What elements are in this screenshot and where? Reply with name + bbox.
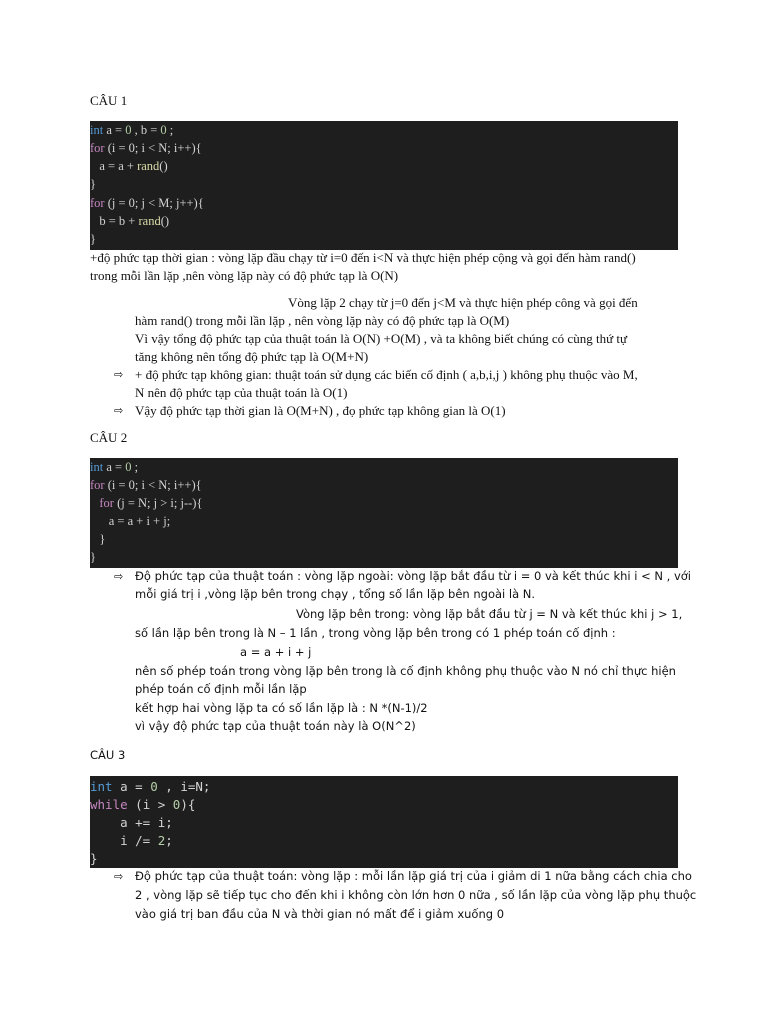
q2-bullet-line: vì vậy độ phức tạp của thuật toán này là O(N^2)	[135, 719, 416, 733]
code-line: a = a + i + j;	[90, 514, 171, 528]
q2-bullet-line: a = a + i + j	[240, 645, 312, 659]
code-line: for (j = 0; j < M; j++){	[90, 196, 204, 210]
q1-bullet-line: + độ phức tạp không gian: thuật toán sử dụng các biến cố định ( a,b,i,j ) không phụ thuộc vào M,	[135, 367, 638, 382]
arrow-bullet-icon: ⇨	[114, 570, 124, 583]
q1-paragraph-line: tăng không nên tổng độ phức tạp là O(M+N)	[135, 349, 369, 364]
code-line: for (j = N; j > i; j--){	[99, 496, 203, 510]
q2-title: CÂU 2	[90, 430, 128, 445]
code-line: a = a + rand()	[90, 159, 168, 173]
code-line: b = b + rand()	[90, 214, 170, 228]
q1-bullet-line: N nên độ phức tạp của thuật toán là O(1)	[135, 385, 348, 400]
q2-bullet-line: mỗi giá trị i ,vòng lặp bên trong chạy , tổng số lần lặp bên ngoài là N.	[135, 587, 536, 601]
q3-bullet-line: 2 , vòng lặp sẽ tiếp tục cho đến khi i không còn lớn hơn 0 nữa , số lần lặp của vòng lặp phụ thuộc	[135, 888, 697, 902]
q2-bullet-line: số lần lặp bên trong là N – 1 lần , trong vòng lặp bên trong có 1 phép toán cố định :	[135, 626, 616, 640]
arrow-bullet-icon: ⇨	[114, 870, 124, 883]
code-line: a += i;	[90, 815, 173, 830]
code-line: int a = 0 ;	[90, 460, 139, 474]
q3-bullet-line: Độ phức tạp của thuật toán: vòng lặp : mỗi lần lặp giá trị của i giảm di 1 nữa bằng cách chia cho	[135, 869, 692, 883]
q2-bullet-line: phép toán cố định mỗi lần lặp	[135, 682, 307, 696]
code-line: while (i > 0){	[90, 797, 196, 812]
q3-code-block	[90, 776, 678, 868]
code-line: int a = 0 , b = 0 ;	[90, 123, 174, 137]
q1-paragraph-line: Vòng lặp 2 chạy từ j=0 đến j<M và thực hiện phép công và gọi đến	[288, 295, 638, 310]
q1-code-block	[90, 121, 678, 250]
arrow-bullet-icon: ⇨	[114, 404, 124, 417]
code-line: int a = 0 , i=N;	[90, 779, 211, 794]
q2-bullet-line: nên số phép toán trong vòng lặp bên trong là cố định không phụ thuộc vào N nó chỉ thực hiện	[135, 664, 676, 678]
q1-paragraph-line: +độ phức tạp thời gian : vòng lặp đầu chạy từ i=0 đến i<N và thực hiện phép cộng và gọi đến hàm rand()	[90, 250, 636, 265]
arrow-bullet-icon: ⇨	[114, 368, 124, 381]
code-line: }	[90, 532, 106, 546]
code-line: }	[90, 851, 98, 866]
q2-bullet-line: kết hợp hai vòng lặp ta có số lần lặp là : N *(N-1)/2	[135, 701, 428, 715]
code-line: }	[90, 550, 96, 564]
code-line: i /= 2;	[90, 833, 173, 848]
q1-paragraph-line: trong mỗi lần lặp ,nên vòng lặp này có độ phức tạp là O(N)	[90, 268, 399, 283]
q2-bullet-line: Độ phức tạp của thuật toán : vòng lặp ngoài: vòng lặp bắt đầu từ i = 0 và kết thúc khi i < N , với	[135, 569, 691, 583]
code-line: }	[90, 232, 96, 246]
q2-bullet-line: Vòng lặp bên trong: vòng lặp bắt đầu từ j = N và kết thúc khi j > 1,	[296, 607, 683, 621]
q2-code-block	[90, 458, 678, 568]
q3-title: CÂU 3	[90, 748, 126, 762]
q3-bullet-line: vào giá trị ban đầu của N và thời gian nó mất để i giảm xuống 0	[135, 907, 505, 921]
q1-paragraph-line: hàm rand() trong mỗi lần lặp , nên vòng lặp này có độ phức tạp là O(M)	[135, 313, 510, 328]
q1-title: CÂU 1	[90, 93, 128, 108]
q1-bullet-line: Vậy độ phức tạp thời gian là O(M+N) , đọ phức tạp không gian là O(1)	[135, 403, 506, 418]
code-line: for (i = 0; i < N; i++){	[90, 478, 202, 492]
code-line: for (i = 0; i < N; i++){	[90, 141, 202, 155]
q1-paragraph-line: Vì vậy tổng độ phức tạp của thuật toán là O(N) +O(M) , và ta không biết chúng có cùng thứ tự	[135, 331, 628, 346]
code-line: }	[90, 177, 96, 191]
